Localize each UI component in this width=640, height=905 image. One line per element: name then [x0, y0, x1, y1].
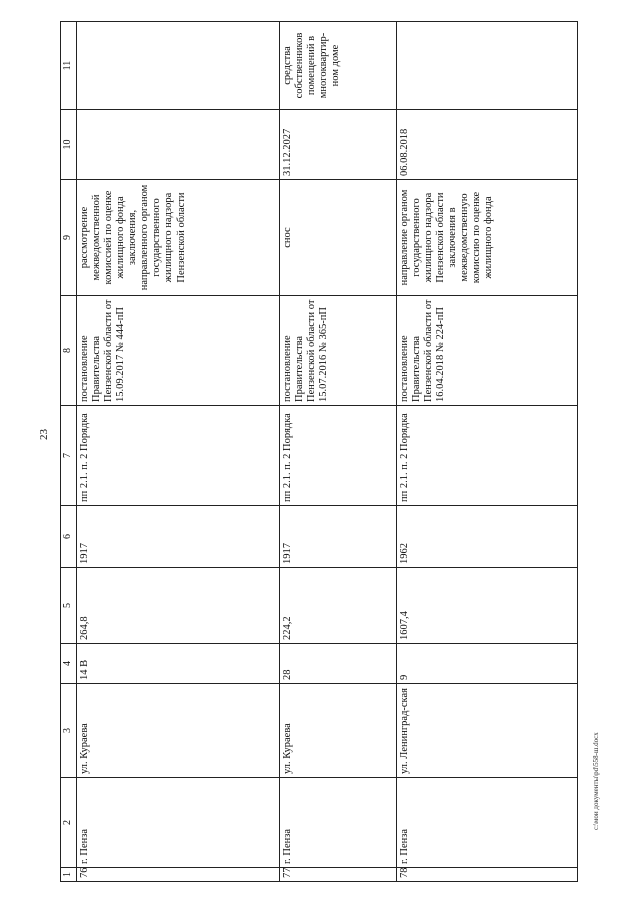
house-number-cell: 9 — [396, 644, 577, 684]
decree-cell: постановление Правительства Пензенской области от 16.04.2018 № 224-пП — [396, 296, 577, 406]
row-number: 77 — [279, 868, 396, 882]
city-cell: г. Пенза — [279, 778, 396, 868]
city-cell: г. Пенза — [77, 778, 280, 868]
column-header: 7 — [61, 406, 77, 506]
column-header: 8 — [61, 296, 77, 406]
measure-cell: снос — [279, 180, 396, 296]
column-header: 5 — [61, 568, 77, 644]
street-cell: ул. Кураева — [279, 684, 396, 778]
street-cell: ул. Кураева — [77, 684, 280, 778]
column-header: 3 — [61, 684, 77, 778]
column-header: 9 — [61, 180, 77, 296]
house-number-cell: 28 — [279, 644, 396, 684]
city-cell: г. Пенза — [396, 778, 577, 868]
table-row — [77, 22, 280, 882]
street-cell: ул. Ленинград-ская — [396, 684, 577, 778]
column-header: 6 — [61, 506, 77, 568]
register-table-container — [60, 22, 578, 882]
deadline-cell — [77, 110, 280, 180]
measure-cell: рассмотрение межведомственной комиссией по оценке жилищного фонда заключения, направленного органом государственного жилищного надзора Пензенской области — [77, 180, 280, 296]
basis-cell: пп 2.1. п. 2 Порядка — [279, 406, 396, 506]
table-row — [396, 22, 577, 882]
year-cell: 1962 — [396, 506, 577, 568]
year-cell: 1917 — [77, 506, 280, 568]
table-row — [279, 22, 396, 882]
header-row — [61, 22, 77, 882]
year-cell: 1917 — [279, 506, 396, 568]
column-header: 10 — [61, 110, 77, 180]
house-number-cell: 14 В — [77, 644, 280, 684]
area-cell: 1607,4 — [396, 568, 577, 644]
column-header: 2 — [61, 778, 77, 868]
row-number: 78 — [396, 868, 577, 882]
funding-cell: средства собственников помещений в многоквартир-ном доме — [279, 22, 396, 110]
basis-cell: пп 2.1. п. 2 Порядка — [396, 406, 577, 506]
column-header: 11 — [61, 22, 77, 110]
area-cell: 264,8 — [77, 568, 280, 644]
footer-file-path: c:\мои документы\pd\558-ш.docx — [592, 732, 600, 830]
area-cell: 224,2 — [279, 568, 396, 644]
funding-cell — [396, 22, 577, 110]
decree-cell: постановление Правительства Пензенской области от 15.09.2017 № 444-пП — [77, 296, 280, 406]
deadline-cell: 06.08.2018 — [396, 110, 577, 180]
column-header: 4 — [61, 644, 77, 684]
deadline-cell: 31.12.2027 — [279, 110, 396, 180]
row-number: 76 — [77, 868, 280, 882]
column-header: 1 — [61, 868, 77, 882]
basis-cell: пп 2.1. п. 2 Порядка — [77, 406, 280, 506]
funding-cell — [77, 22, 280, 110]
page-number: 23 — [38, 429, 50, 440]
measure-cell: направление органом государственного жилищного надзора Пензенской области заключения в межведомственную комиссию по оценке жилищного фонда — [396, 180, 577, 296]
decree-cell: постановление Правительства Пензенской области от 15.07.2016 № 365-пП — [279, 296, 396, 406]
register-table — [60, 21, 578, 882]
